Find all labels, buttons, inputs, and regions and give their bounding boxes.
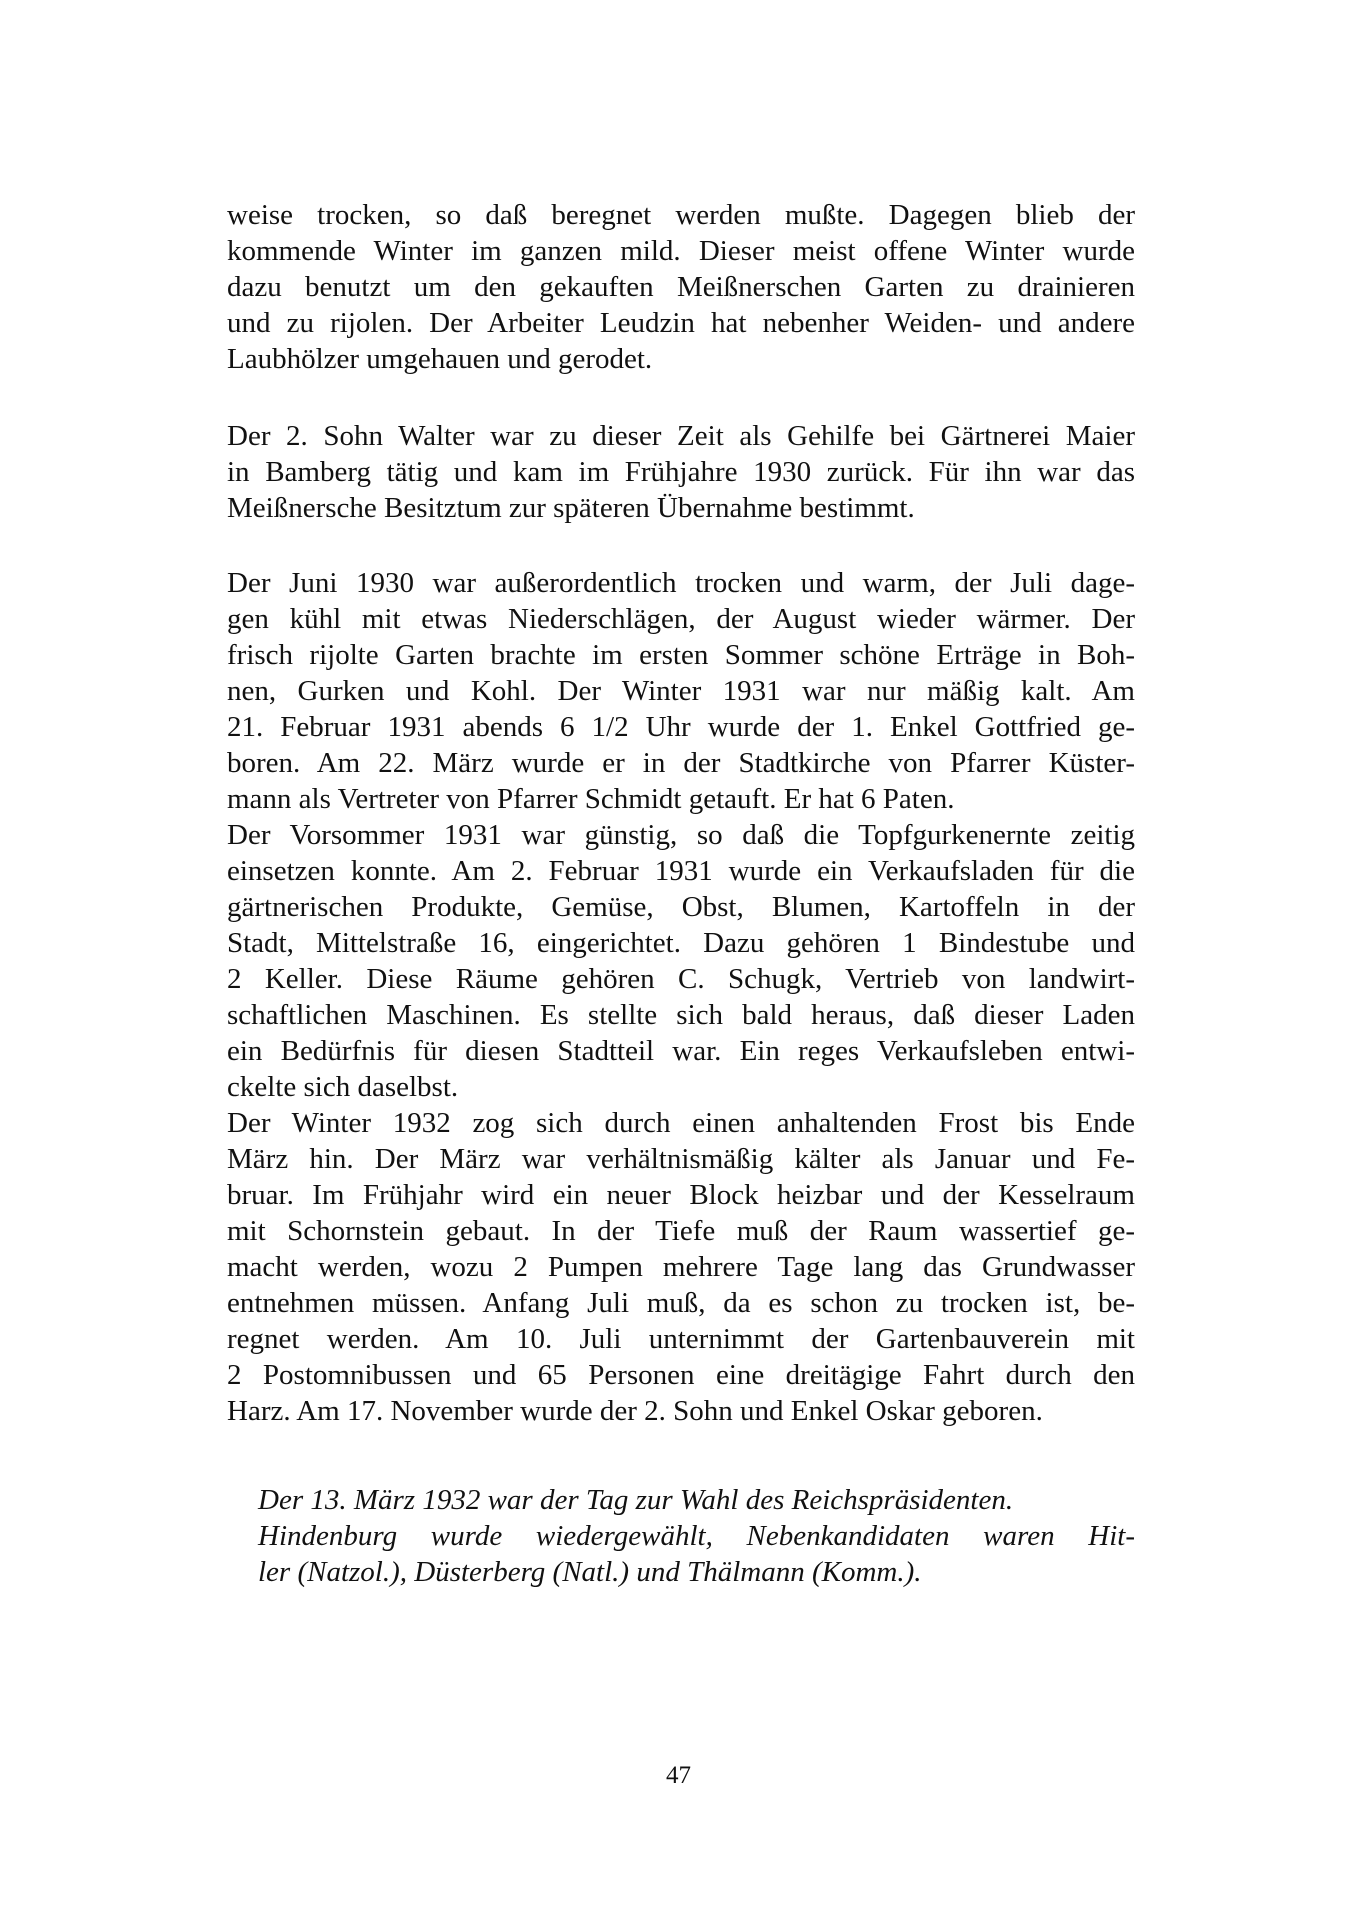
text-line: Der Juni 1930 war außerordentlich trocken und warm, der Juli dage-: [227, 567, 1135, 599]
italic-note: [258, 1482, 1135, 1590]
text-line: Hindenburg wurde wiedergewählt, Nebenkandidaten waren Hit-: [258, 1520, 1135, 1552]
text-line: weise trocken, so daß beregnet werden mußte. Dagegen blieb der: [227, 199, 1135, 231]
text-line: kommende Winter im ganzen mild. Dieser meist offene Winter wurde: [227, 235, 1135, 267]
text-line: 21. Februar 1931 abends 6 1/2 Uhr wurde der 1. Enkel Gottfried ge-: [227, 711, 1135, 743]
text-line: nen, Gurken und Kohl. Der Winter 1931 war nur mäßig kalt. Am: [227, 675, 1135, 707]
text-line: macht werden, wozu 2 Pumpen mehrere Tage lang das Grundwasser: [227, 1251, 1135, 1283]
text-line: ckelte sich daselbst.: [227, 1071, 459, 1103]
text-line: Der Winter 1932 zog sich durch einen anhaltenden Frost bis Ende: [227, 1107, 1135, 1139]
text-line: Stadt, Mittelstraße 16, eingerichtet. Dazu gehören 1 Bindestube und: [227, 927, 1135, 959]
text-line: frisch rijolte Garten brachte im ersten Sommer schöne Erträge in Boh-: [227, 639, 1135, 671]
text-line: Laubhölzer umgehauen und gerodet.: [227, 343, 653, 375]
text-line: Der 13. März 1932 war der Tag zur Wahl des Reichspräsidenten.: [258, 1484, 1014, 1516]
text-line: mann als Vertreter von Pfarrer Schmidt getauft. Er hat 6 Paten.: [227, 783, 955, 815]
text-line: März hin. Der März war verhältnismäßig kälter als Januar und Fe-: [227, 1143, 1135, 1175]
text-line: bruar. Im Frühjahr wird ein neuer Block heizbar und der Kesselraum: [227, 1179, 1135, 1211]
paragraph-4: [227, 817, 1135, 1105]
text-line: einsetzen konnte. Am 2. Februar 1931 wurde ein Verkaufsladen für die: [227, 855, 1135, 887]
paragraph-1: [227, 197, 1135, 377]
text-line: dazu benutzt um den gekauften Meißnerschen Garten zu drainieren: [227, 271, 1135, 303]
text-line: 2 Keller. Diese Räume gehören C. Schugk, Vertrieb von landwirt-: [227, 963, 1135, 995]
text-line: und zu rijolen. Der Arbeiter Leudzin hat nebenher Weiden- und andere: [227, 307, 1135, 339]
paragraph-2: [227, 418, 1135, 526]
text-line: gen kühl mit etwas Niederschlägen, der August wieder wärmer. Der: [227, 603, 1135, 635]
text-line: Der Vorsommer 1931 war günstig, so daß die Topfgurkenernte zeitig: [227, 819, 1135, 851]
page-number: 47: [666, 1762, 691, 1789]
text-line: schaftlichen Maschinen. Es stellte sich bald heraus, daß dieser Laden: [227, 999, 1135, 1031]
text-line: regnet werden. Am 10. Juli unternimmt der Gartenbauverein mit: [227, 1323, 1135, 1355]
text-line: Der 2. Sohn Walter war zu dieser Zeit als Gehilfe bei Gärtnerei Maier: [227, 420, 1135, 452]
text-line: boren. Am 22. März wurde er in der Stadtkirche von Pfarrer Küster-: [227, 747, 1135, 779]
text-line: entnehmen müssen. Anfang Juli muß, da es schon zu trocken ist, be-: [227, 1287, 1135, 1319]
text-line: Meißnersche Besitztum zur späteren Übernahme bestimmt.: [227, 492, 915, 524]
text-line: 2 Postomnibussen und 65 Personen eine dreitägige Fahrt durch den: [227, 1359, 1135, 1391]
text-line: in Bamberg tätig und kam im Frühjahre 1930 zurück. Für ihn war das: [227, 456, 1135, 488]
paragraph-3: [227, 565, 1135, 817]
text-line: ler (Natzol.), Düsterberg (Natl.) und Thälmann (Komm.).: [258, 1556, 922, 1588]
text-line: ein Bedürfnis für diesen Stadtteil war. Ein reges Verkaufsleben entwi-: [227, 1035, 1135, 1067]
text-line: gärtnerischen Produkte, Gemüse, Obst, Blumen, Kartoffeln in der: [227, 891, 1135, 923]
text-line: Harz. Am 17. November wurde der 2. Sohn und Enkel Oskar geboren.: [227, 1395, 1043, 1427]
paragraph-5: [227, 1105, 1135, 1429]
text-line: mit Schornstein gebaut. In der Tiefe muß der Raum wassertief ge-: [227, 1215, 1135, 1247]
